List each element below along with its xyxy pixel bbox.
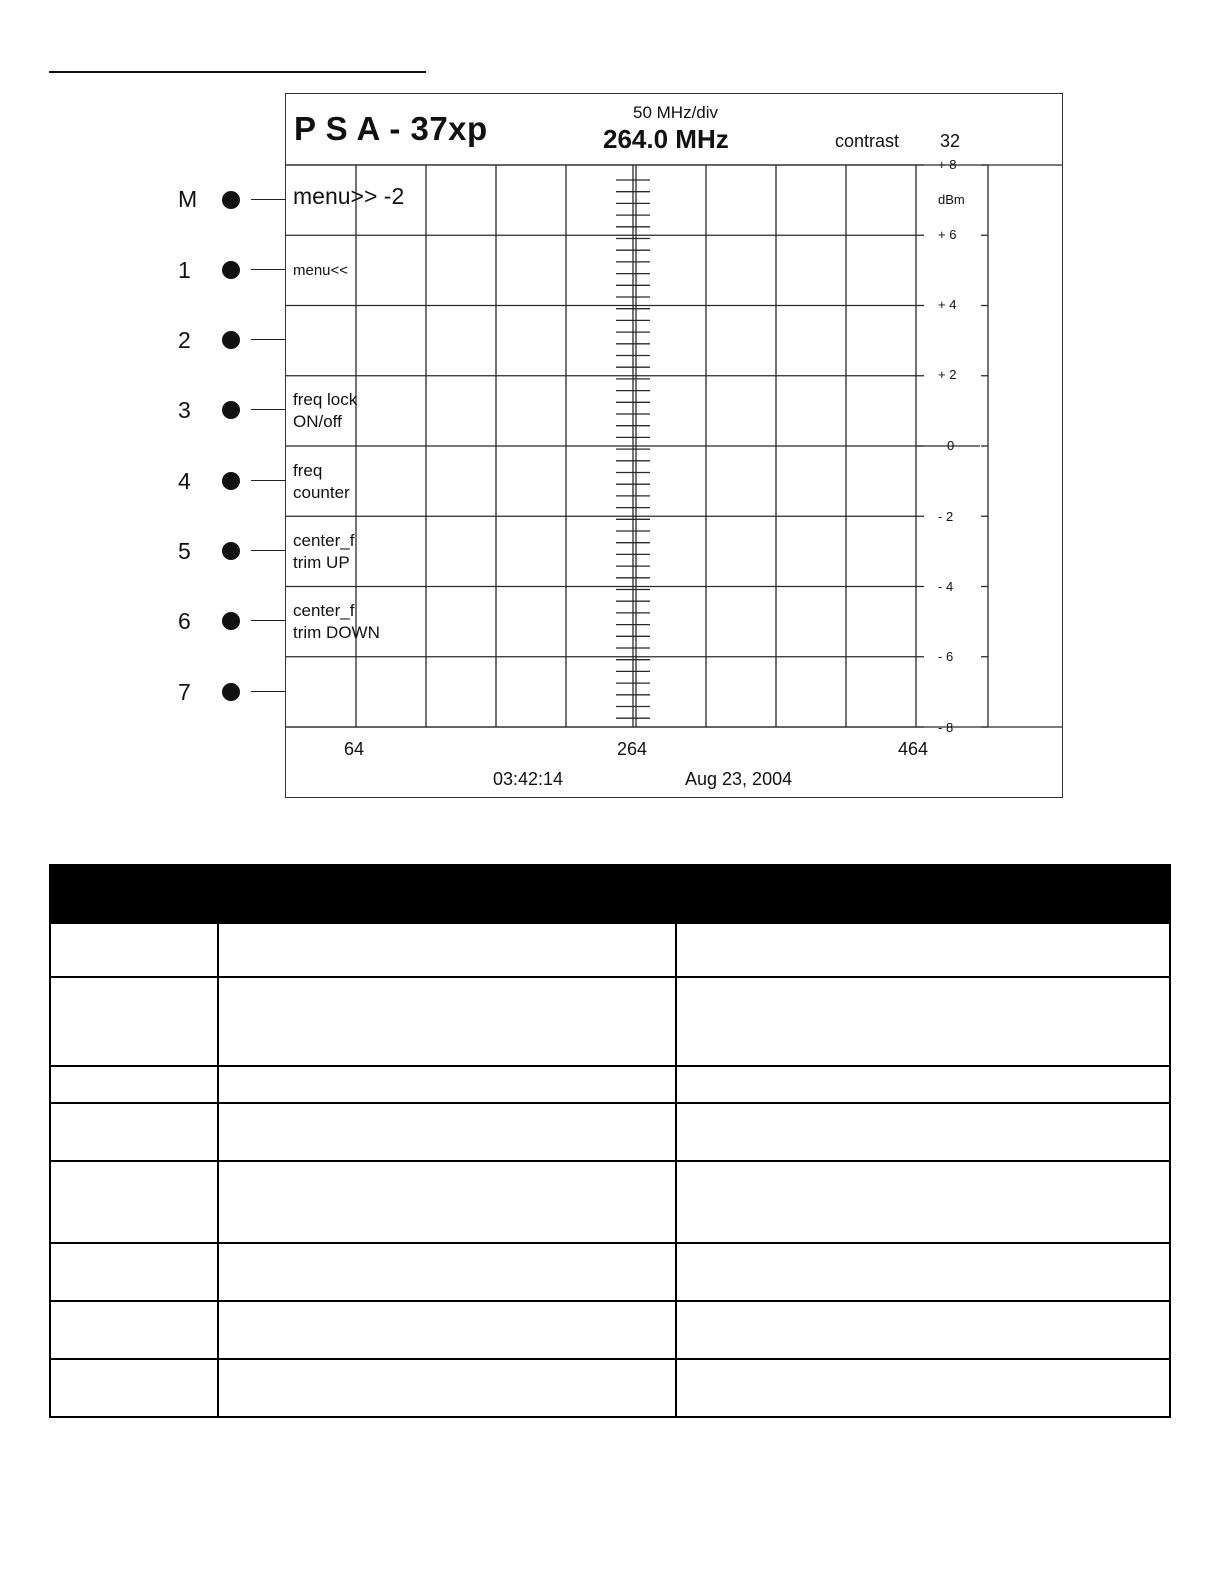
y-tick-label: - 6 <box>938 649 954 664</box>
table-row <box>50 1103 1170 1161</box>
y-tick-label: + 4 <box>938 297 957 312</box>
table-row <box>50 1066 1170 1103</box>
button-label-1: 1 <box>178 257 191 283</box>
center-frequency: 264.0 MHz <box>603 124 729 154</box>
table-cell <box>676 1301 1170 1359</box>
button-label-7: 7 <box>178 679 191 705</box>
table-row <box>50 977 1170 1066</box>
table-cell <box>218 1103 676 1161</box>
table-header-cell <box>50 865 218 923</box>
softkey-m-label: menu>> -2 <box>293 183 405 209</box>
table-cell <box>50 1161 218 1243</box>
y-tick-label: + 2 <box>938 367 957 382</box>
contrast-value: 32 <box>940 131 961 151</box>
button-label-6: 6 <box>178 608 191 634</box>
table-row <box>50 1243 1170 1301</box>
table-row <box>50 1301 1170 1359</box>
table-cell <box>218 1161 676 1243</box>
table-header-row <box>50 865 1170 923</box>
softkey-6-label: center_f trim DOWN <box>293 601 380 642</box>
x-tick-label: 64 <box>344 739 365 759</box>
table-cell <box>50 977 218 1066</box>
button-label-4: 4 <box>178 468 191 494</box>
button-2[interactable] <box>222 331 240 349</box>
clock-date: Aug 23, 2004 <box>685 769 793 789</box>
button-5-leader <box>251 550 286 551</box>
table-header-cell <box>218 865 676 923</box>
table-cell <box>676 1066 1170 1103</box>
softkey-3-label: freq lock ON/off <box>293 390 358 431</box>
table-cell <box>218 977 676 1066</box>
y-tick-label: + 8 <box>938 157 957 172</box>
x-tick-label: 464 <box>898 739 929 759</box>
table-cell <box>218 1359 676 1417</box>
y-tick-label: - 2 <box>938 509 954 524</box>
button-3[interactable] <box>222 401 240 419</box>
reference-table <box>49 864 1171 1418</box>
y-tick-label: + 6 <box>938 227 957 242</box>
table-cell <box>676 1103 1170 1161</box>
table-cell <box>218 1243 676 1301</box>
button-2-leader <box>251 339 286 340</box>
softkey-4-label: freq counter <box>293 461 350 502</box>
button-5[interactable] <box>222 542 240 560</box>
button-1-leader <box>251 269 286 270</box>
table-cell <box>50 923 218 977</box>
table-cell <box>676 1359 1170 1417</box>
device-title: P S A - 37xp <box>294 110 488 147</box>
table-cell <box>50 1066 218 1103</box>
table-cell <box>676 1243 1170 1301</box>
table-cell <box>218 1066 676 1103</box>
y-tick-label: - 8 <box>938 720 954 735</box>
span-per-division: 50 MHz/div <box>633 103 719 122</box>
table-cell <box>676 1161 1170 1243</box>
unit-label: dBm <box>938 192 965 207</box>
button-label-2: 2 <box>178 327 191 353</box>
table-cell <box>218 1301 676 1359</box>
table-row <box>50 1161 1170 1243</box>
button-3-leader <box>251 409 286 410</box>
table-cell <box>676 977 1170 1066</box>
softkey-1-label: menu<< <box>293 262 349 279</box>
table-cell <box>218 923 676 977</box>
button-4[interactable] <box>222 472 240 490</box>
button-1[interactable] <box>222 261 240 279</box>
x-tick-label: 264 <box>617 739 648 759</box>
table-row <box>50 923 1170 977</box>
button-m-leader <box>251 199 286 200</box>
clock-time: 03:42:14 <box>493 769 564 789</box>
button-label-3: 3 <box>178 397 191 423</box>
table-cell <box>676 923 1170 977</box>
button-7[interactable] <box>222 683 240 701</box>
table-cell <box>50 1301 218 1359</box>
table-cell <box>50 1359 218 1417</box>
button-7-leader <box>251 691 286 692</box>
table-header-cell <box>676 865 1170 923</box>
y-tick-label: 0 <box>947 438 955 453</box>
contrast-label: contrast <box>835 131 900 151</box>
table-row <box>50 1359 1170 1417</box>
button-label-m: M <box>178 186 198 212</box>
button-6-leader <box>251 620 286 621</box>
table-cell <box>50 1243 218 1301</box>
button-4-leader <box>251 480 286 481</box>
button-6[interactable] <box>222 612 240 630</box>
y-tick-label: - 4 <box>938 579 954 594</box>
table-cell <box>50 1103 218 1161</box>
softkey-5-label: center_f trim UP <box>293 531 355 572</box>
button-label-5: 5 <box>178 538 191 564</box>
button-m[interactable] <box>222 191 240 209</box>
